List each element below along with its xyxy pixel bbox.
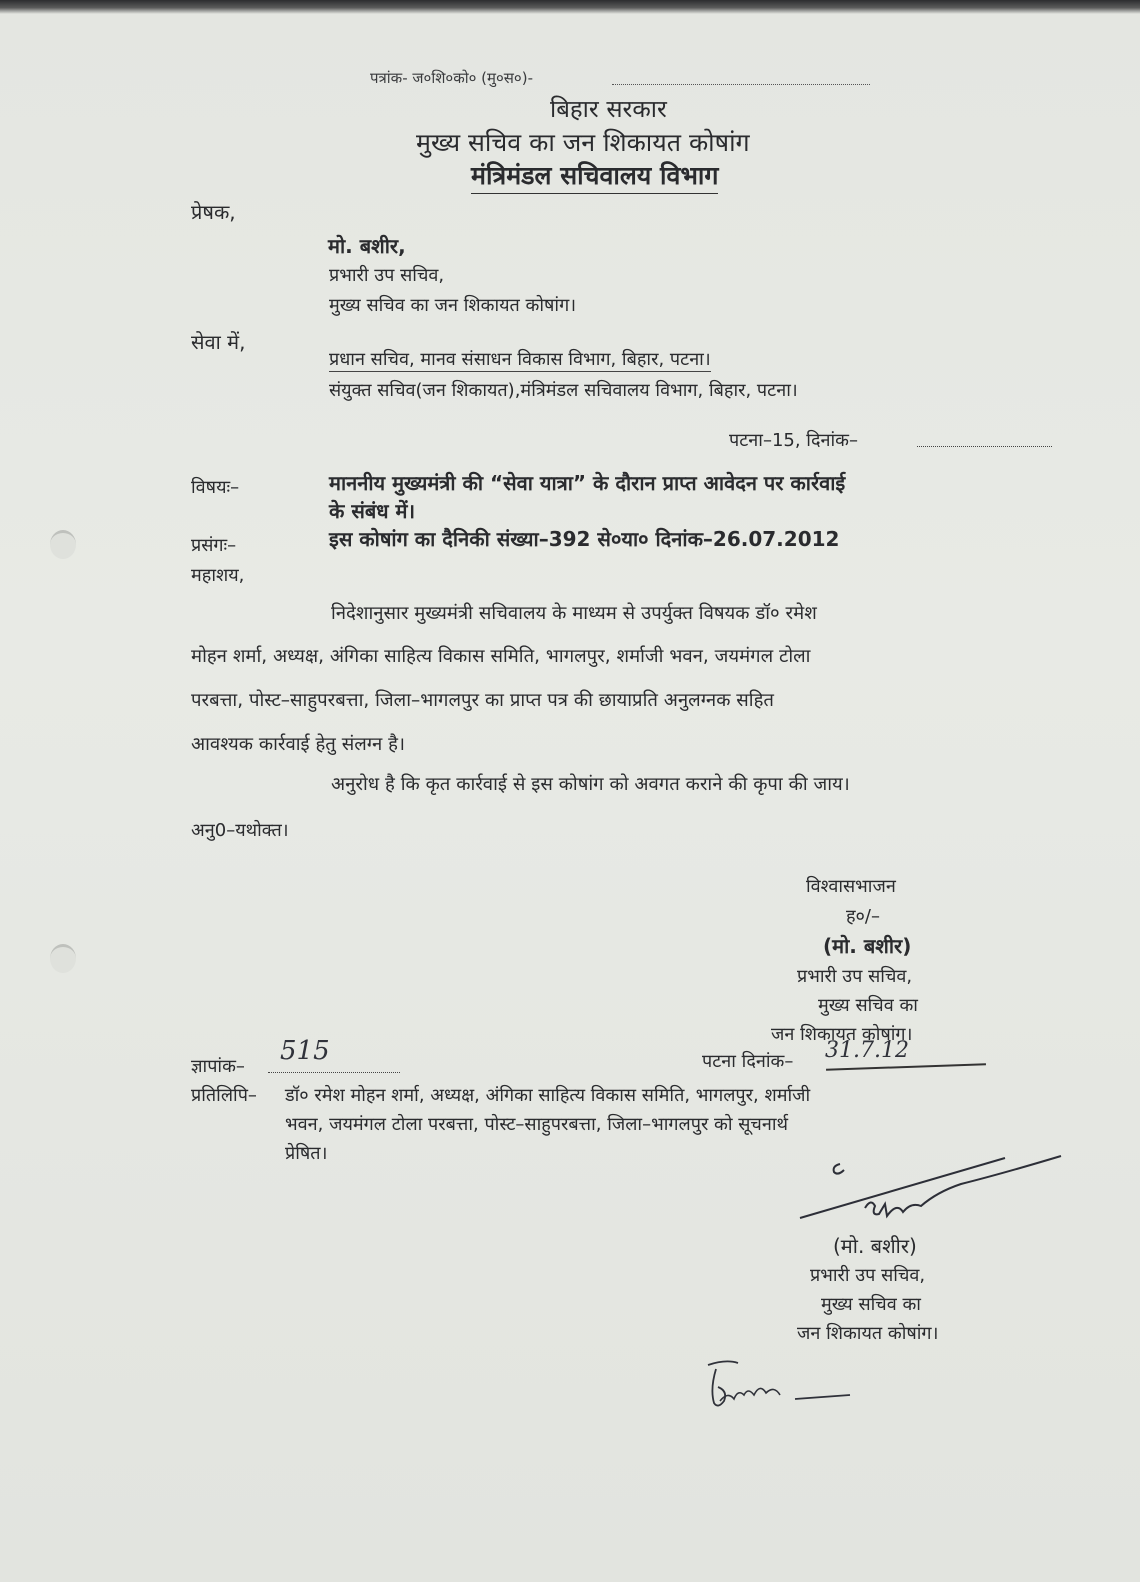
- copy-line-2: भवन, जयमंगल टोला परबत्ता, पोस्ट–साहुपरबत्ता, जिला–भागलपुर को सूचनार्थ: [285, 1114, 789, 1135]
- signatory-designation-2: प्रभारी उप सचिव,: [810, 1265, 926, 1286]
- place-date: पटना–15, दिनांक–: [729, 430, 858, 451]
- signatory-office-2b: जन शिकायत कोषांग।: [797, 1323, 939, 1344]
- sender-designation: प्रभारी उप सचिव,: [329, 265, 445, 286]
- signatory-office-1a: मुख्य सचिव का: [818, 995, 918, 1016]
- sender-name: मो. बशीर,: [328, 234, 406, 258]
- punch-hole-lower: [50, 944, 76, 973]
- govt-title: बिहार सरकार: [550, 95, 667, 123]
- enclosure: अनु0–यथोक्त।: [191, 820, 289, 841]
- reference-dotted-line: [612, 84, 870, 85]
- reference-number: पत्रांक- ज०शि०को० (मु०स०)-: [370, 69, 534, 87]
- copy-line-3: प्रेषित।: [285, 1143, 328, 1164]
- punch-hole-upper: [50, 530, 76, 559]
- memo-date-underline: [826, 1063, 986, 1071]
- signed-mark: ह०/–: [846, 906, 880, 927]
- memo-date-handwritten: 31.7.12: [825, 1038, 909, 1063]
- body-line-4: आवश्यक कार्रवाई हेतु संलग्न है।: [191, 734, 405, 755]
- subject-line-2: के संबंध में।: [329, 499, 416, 523]
- handwritten-signature-icon: [780, 1150, 1080, 1230]
- body-line-2: मोहन शर्मा, अध्यक्ष, अंगिका साहित्य विकास समिति, भागलपुर, शर्माजी भवन, जयमंगल टोला: [191, 646, 811, 667]
- memo-dotted-line: [268, 1072, 400, 1073]
- recipient-line-1: प्रधान सचिव, मानव संसाधन विकास विभाग, बिहार, पटना।: [329, 349, 711, 370]
- memo-number-handwritten: 515: [280, 1036, 330, 1066]
- signatory-office-1b: जन शिकायत कोषांग।: [771, 1024, 913, 1045]
- body-line-3: परबत्ता, पोस्ट–साहुपरबत्ता, जिला–भागलपुर का प्राप्त पत्र की छायाप्रति अनुलग्नक सहित: [191, 690, 774, 711]
- date-dotted-line: [917, 446, 1052, 447]
- memo-date-label: पटना दिनांक–: [702, 1051, 794, 1072]
- signatory-designation-1: प्रभारी उप सचिव,: [797, 966, 913, 987]
- signatory-name-1: (मो. बशीर): [823, 934, 912, 958]
- copy-label: प्रतिलिपि–: [191, 1085, 257, 1106]
- salutation: महाशय,: [191, 565, 245, 586]
- recipient-label: सेवा में,: [191, 330, 246, 354]
- initials-scribble-icon: [700, 1355, 870, 1425]
- body-line-1: निदेशानुसार मुख्यमंत्री सचिवालय के माध्यम से उपर्युक्त विषयक डॉ० रमेश: [331, 603, 817, 624]
- copy-line-1: डॉ० रमेश मोहन शर्मा, अध्यक्ष, अंगिका साहित्य विकास समिति, भागलपुर, शर्माजी: [285, 1085, 811, 1106]
- body-line-5: अनुरोध है कि कृत कार्रवाई से इस कोषांग को अवगत कराने की कृपा की जाय।: [331, 774, 850, 795]
- signatory-office-2a: मुख्य सचिव का: [821, 1294, 921, 1315]
- scan-top-shadow: [0, 0, 1140, 14]
- cell-title: मुख्य सचिव का जन शिकायत कोषांग: [416, 128, 750, 157]
- subject-label: विषयः–: [191, 477, 240, 498]
- department-title: मंत्रिमंडल सचिवालय विभाग: [471, 158, 718, 194]
- recipient-line-2: संयुक्त सचिव(जन शिकायत),मंत्रिमंडल सचिवालय विभाग, बिहार, पटना।: [329, 380, 798, 401]
- reference-label: प्रसंगः–: [191, 535, 237, 556]
- closing: विश्वासभाजन: [806, 876, 896, 897]
- sender-office: मुख्य सचिव का जन शिकायत कोषांग।: [329, 295, 577, 316]
- sender-label: प्रेषक,: [191, 200, 236, 224]
- memo-label: ज्ञापांक–: [191, 1056, 245, 1077]
- subject-line-1: माननीय मुख्यमंत्री की “सेवा यात्रा” के दौरान प्राप्त आवेदन पर कार्रवाई: [329, 471, 846, 495]
- reference-text: इस कोषांग का दैनिकी संख्या–392 से०या० दिनांक–26.07.2012: [329, 527, 840, 551]
- signatory-name-2: (मो. बशीर): [833, 1234, 917, 1258]
